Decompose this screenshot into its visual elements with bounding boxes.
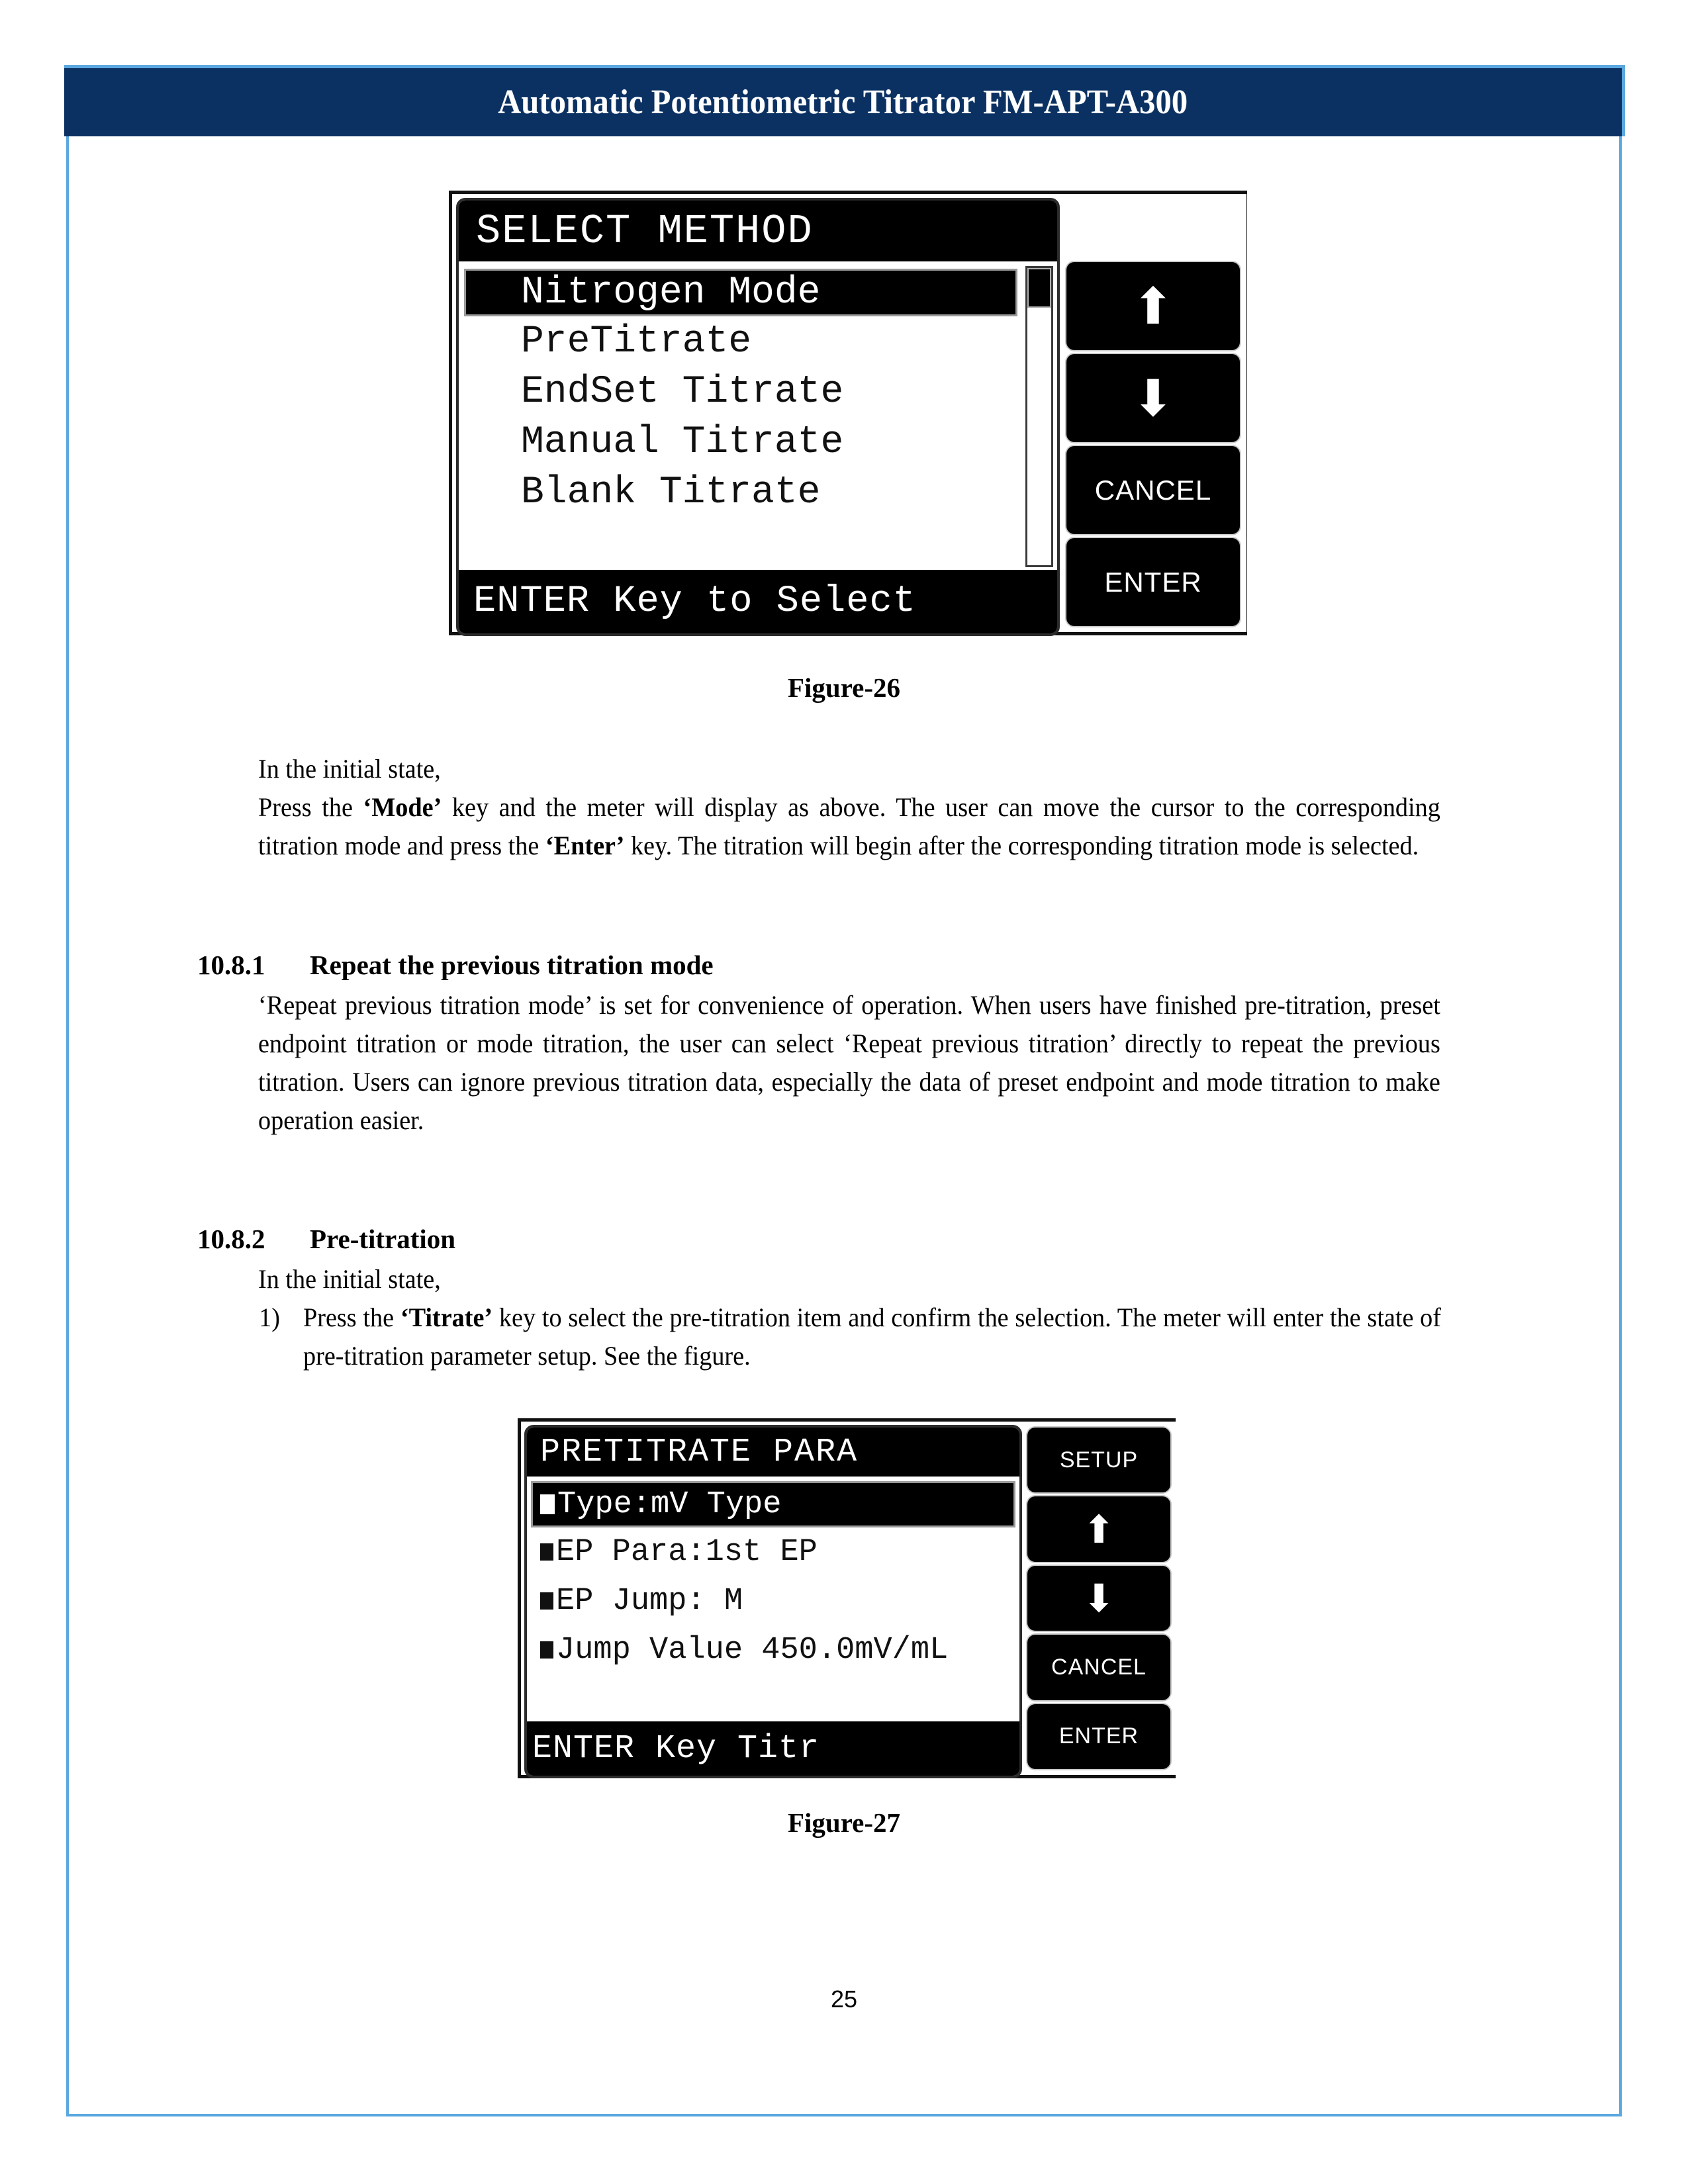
figure-27-lcd-display <box>518 1418 1176 1778</box>
list-item[interactable] <box>459 417 1023 467</box>
document-header-banner <box>64 65 1625 136</box>
lcd-statusbar <box>459 570 1057 633</box>
document-title: Automatic Potentiometric Titrator FM-APT-A300 <box>498 83 1188 121</box>
intro-paragraph <box>258 788 1440 865</box>
figure-27-caption: Figure-27 <box>787 1807 901 1838</box>
section-heading-10-8-1 <box>197 949 714 981</box>
page-number: 25 <box>830 1985 858 2013</box>
up-arrow-button[interactable] <box>1066 262 1240 350</box>
list-item-label: Type:mV Type <box>557 1486 782 1522</box>
cancel-button-label: CANCEL <box>1051 1654 1147 1680</box>
setup-button-label: SETUP <box>1059 1447 1139 1473</box>
list-item-text-a: Press the <box>303 1302 400 1332</box>
list-item[interactable] <box>531 1481 1015 1527</box>
enter-key-emphasis: ‘Enter’ <box>545 831 625 860</box>
list-item[interactable] <box>459 467 1023 518</box>
enter-button[interactable] <box>1066 538 1240 626</box>
mode-key-emphasis: ‘Mode’ <box>363 792 442 822</box>
list-item-label: EndSet Titrate <box>521 370 844 414</box>
section-title: Repeat the previous titration mode <box>310 950 714 980</box>
intro-text-a: Press the <box>258 792 363 822</box>
list-item-text-b: key to select the pre-titration item and confirm the selection. The meter will enter the state of pre-titration parameter setup. See the figure. <box>303 1302 1442 1371</box>
enter-button-label: ENTER <box>1104 566 1202 598</box>
lcd-status-text: ENTER Key Titr <box>532 1729 820 1768</box>
lcd-titlebar <box>527 1428 1019 1477</box>
intro-text-b: key and the meter will display as above. The user can move the cursor to the corresponding titration mode and press the <box>258 792 1440 860</box>
figure-26-caption: Figure-26 <box>787 672 901 703</box>
figure-26-lcd-display <box>449 191 1247 635</box>
parameter-bullet-icon <box>540 1543 553 1561</box>
list-item-label: Blank Titrate <box>521 471 821 514</box>
list-item-marker: 1) <box>259 1302 280 1332</box>
down-arrow-button[interactable] <box>1066 354 1240 442</box>
list-item[interactable] <box>527 1527 1019 1576</box>
lcd-scrollbar-thumb[interactable] <box>1029 269 1050 306</box>
lcd-title-text: SELECT METHOD <box>476 207 814 255</box>
list-item-label: EP Jump: M <box>556 1583 743 1619</box>
lcd-list <box>459 261 1057 570</box>
enter-button-label: ENTER <box>1058 1723 1139 1749</box>
cancel-button[interactable] <box>1027 1635 1170 1700</box>
list-item[interactable] <box>527 1625 1019 1674</box>
section-number: 10.8.1 <box>197 950 265 980</box>
cancel-button[interactable] <box>1066 446 1240 534</box>
list-item[interactable] <box>459 367 1023 417</box>
setup-button[interactable] <box>1027 1428 1170 1492</box>
lcd-rows <box>459 263 1023 570</box>
lcd-screen-pretitrate-para <box>524 1425 1022 1778</box>
list-item-label: EP Para:1st EP <box>556 1534 818 1570</box>
list-item-label: Nitrogen Mode <box>521 271 821 314</box>
titrate-key-emphasis: ‘Titrate’ <box>400 1302 493 1332</box>
down-arrow-button[interactable] <box>1027 1566 1170 1631</box>
list-item[interactable] <box>459 316 1023 367</box>
lcd-key-column <box>1060 194 1246 632</box>
lcd-key-column <box>1022 1422 1176 1775</box>
lcd-statusbar <box>527 1721 1019 1776</box>
lcd-titlebar <box>459 201 1057 261</box>
lcd-status-text: ENTER Key to Select <box>473 580 916 623</box>
lcd-scrollbar[interactable] <box>1025 266 1053 567</box>
list-item-label: Manual Titrate <box>521 420 844 464</box>
section-heading-10-8-2 <box>197 1223 455 1255</box>
list-item[interactable] <box>464 269 1017 316</box>
lcd-rows <box>527 1479 1019 1721</box>
list-item[interactable] <box>527 1576 1019 1625</box>
list-item-label: PreTitrate <box>521 320 752 363</box>
list-item-1 <box>259 1298 1442 1375</box>
lcd-title-text: PRETITRATE PARA <box>540 1433 859 1471</box>
intro-line: In the initial state, <box>258 754 441 784</box>
enter-button[interactable] <box>1027 1704 1170 1769</box>
section-10-8-1-body: ‘Repeat previous titration mode’ is set for convenience of operation. When users have finished pre-titration, preset endpoint titration or mode titration, the user can select ‘Repeat previous titration’ directly to repeat the previous titration. Users can ignore previous titration data, especially the data of preset endpoint and mode titration to make operation easier. <box>258 990 1440 1135</box>
parameter-bullet-icon <box>540 1592 553 1610</box>
arrow-up-icon: ⬆ <box>1082 1506 1115 1552</box>
lcd-list <box>527 1477 1019 1721</box>
parameter-bullet-icon <box>540 1641 553 1659</box>
cancel-button-label: CANCEL <box>1094 474 1212 506</box>
arrow-up-icon: ⬆ <box>1132 276 1174 336</box>
lcd-screen-select-method <box>456 198 1060 636</box>
arrow-down-icon: ⬇ <box>1132 368 1174 428</box>
section-10-8-2-line-1: In the initial state, <box>258 1264 441 1294</box>
section-number: 10.8.2 <box>197 1224 265 1254</box>
list-item-label: Jump Value 450.0mV/mL <box>556 1632 949 1668</box>
parameter-bullet-icon <box>540 1494 555 1514</box>
arrow-down-icon: ⬇ <box>1082 1576 1115 1621</box>
intro-text-c: key. The titration will begin after the corresponding titration mode is selected. <box>624 831 1419 860</box>
up-arrow-button[interactable] <box>1027 1496 1170 1561</box>
section-title: Pre-titration <box>310 1224 456 1254</box>
